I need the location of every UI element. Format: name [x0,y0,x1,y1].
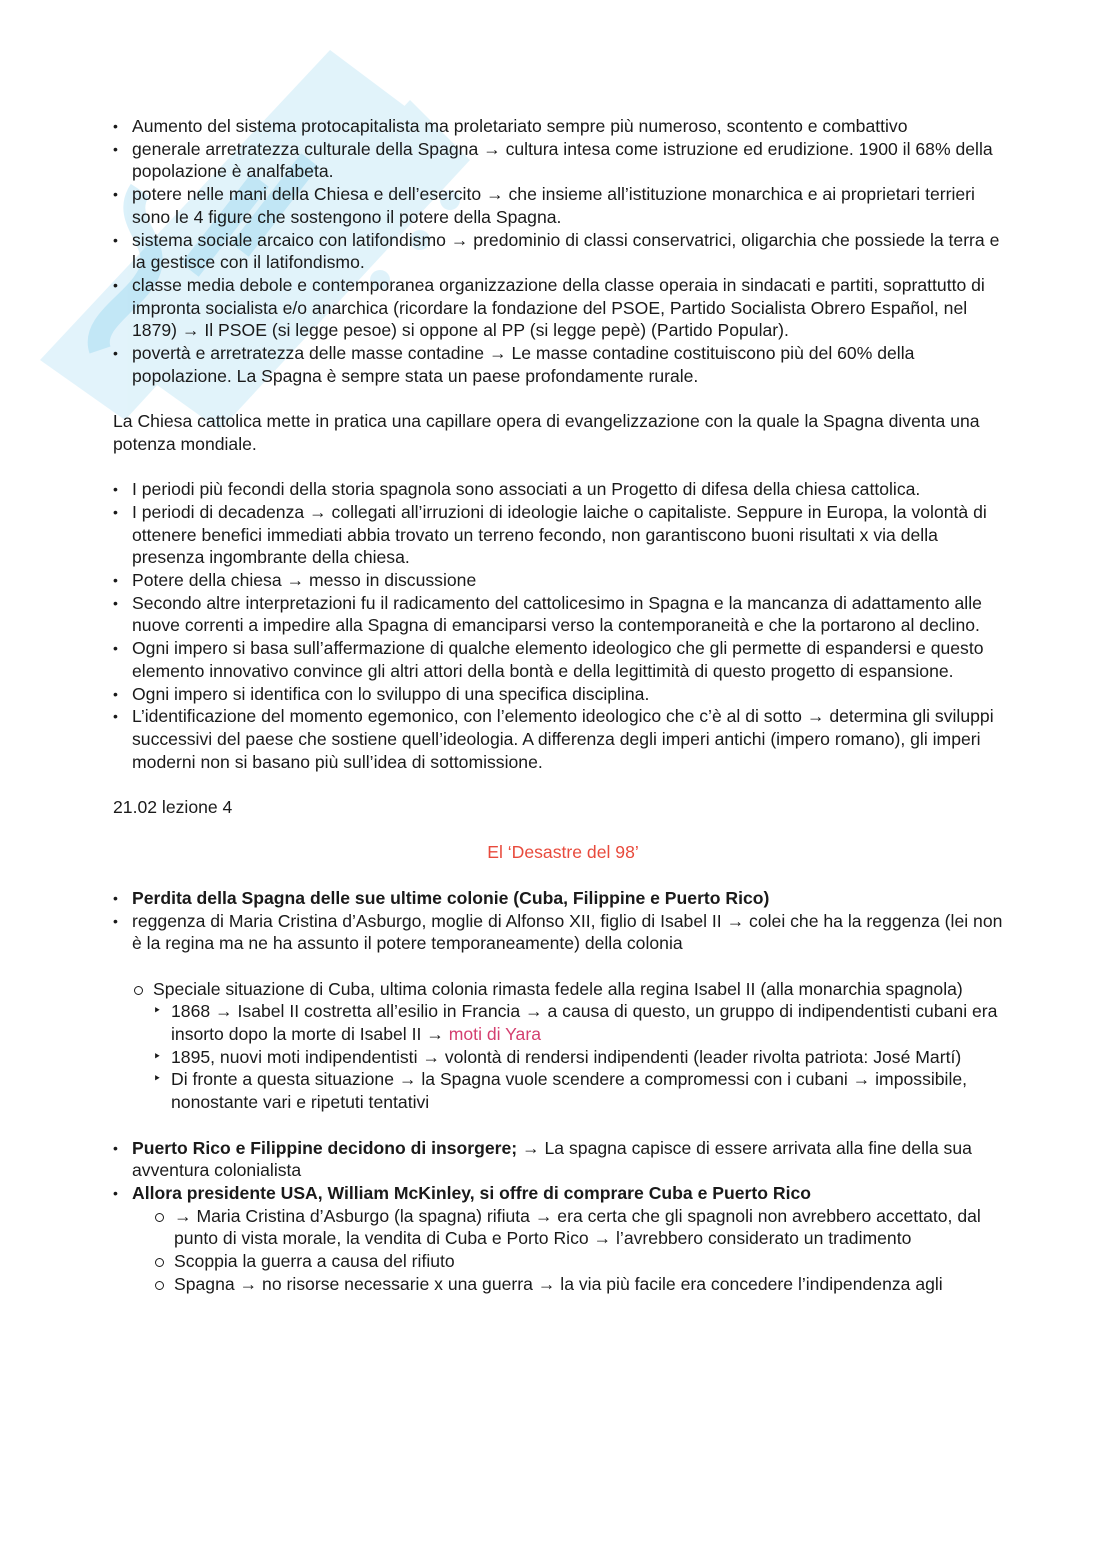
list-item: • Potere della chiesa → messo in discussione [113,569,1013,592]
list-item [132,978,1013,1114]
list-item: • I periodi più fecondi della storia spagnola sono associati a un Progetto di difesa della chiesa cattolica. [113,478,1013,501]
list-item [113,887,1013,910]
list-item [113,910,1013,1114]
list-item-text: → La spagna capisce di essere arrivata alla fine della sua avventura colonialista [132,1137,972,1181]
list-item: Scoppia la guerra a causa del rifiuto [153,1250,1013,1273]
sub-list-cuba [113,978,1013,1114]
list-item-text: Speciale situazione di Cuba, ultima colonia rimasta fedele alla regina Isabel II (alla monarchia spagnola) [153,978,963,999]
list-item: • Ogni impero si basa sull’affermazione di qualche elemento ideologico che gli permette di espandersi e questo elemento innovativo convince gli altri attori della bontà e della legittimità di questo progetto di espansione. [113,637,1013,682]
list-item-text: reggenza di Maria Cristina d’Asburgo, moglie di Alfonso XII, figlio di Isabel II → colei che ha la reggenza (lei non è la regina ma ne ha assunto il potere temporaneamente) della colonia [132,910,1003,954]
list-item [113,1137,1013,1182]
section-title: El ‘Desastre del 98’ [487,842,639,863]
bullet-list-spain-conditions [113,115,1013,387]
list-item: • sistema sociale arcaico con latifondismo → predominio di classi conservatrici, oligarchia che possiede la terra e la gestisce con il latifondismo. [113,229,1013,274]
list-item: • classe media debole e contemporanea organizzazione della classe operaia in sindacati e partiti, soprattutto di impronta socialista e/o anarchica (ricordare la fondazione del PSOE, Partido Socialista Obrero Español, nel 1879) → Il PSOE (si legge pesoe) si oppone al PP (si legge pepè) (Partido Popular). [113,274,1013,342]
sub-list-war [113,1205,1013,1296]
list-item [113,1182,1013,1296]
bullet-list-war [113,1137,1013,1296]
list-item: Spagna → no risorse necessarie x una guerra → la via più facile era concedere l’indipendenza agli [153,1273,1013,1296]
document-page [113,115,1013,1295]
highlighted-term: moti di Yara [448,1024,541,1045]
bold-text: Puerto Rico e Filippine decidono di insorgere; [132,1137,518,1158]
list-item-text: 1868 → Isabel II costretta all’esilio in Francia → a causa di questo, un gruppo di indipendentisti cubani era insorto dopo la morte di Isabel II → [171,1001,998,1045]
bold-text: Perdita della Spagna delle sue ultime colonie (Cuba, Filippine e Puerto Rico) [132,887,770,908]
list-item: • Secondo altre interpretazioni fu il radicamento del cattolicesimo in Spagna e la mancanza di adattamento alle nuove correnti a impedire alla Spagna di emanciparsi verso la contemporaneità e che la portarono al declino. [113,592,1013,637]
list-item: → Maria Cristina d’Asburgo (la spagna) rifiuta → era certa che gli spagnoli non avrebbero accettato, dal punto di vista morale, la vendita di Cuba e Porto Rico → l’avrebbero considerato un tradimento [153,1205,1013,1250]
bullet-list-desastre [113,887,1013,1114]
list-item: • povertà e arretratezza delle masse contadine → Le masse contadine costituiscono più del 60% della popolazione. La Spagna è sempre stata un paese profondamente rurale. [113,342,1013,387]
list-item: • Aumento del sistema protocapitalista ma proletariato sempre più numeroso, scontento e combattivo [113,115,1013,138]
bold-text: Allora presidente USA, William McKinley, si offre di comprare Cuba e Puerto Rico [132,1182,811,1203]
lesson-date: 21.02 lezione 4 [113,797,233,818]
list-item: • I periodi di decadenza → collegati all’irruzioni di ideologie laiche o capitaliste. Seppure in Europa, la volontà di ottenere benefici immediati abbia trovato un terreno fecondo, non garantiscono buoni risultati x via della presenza ingombrante della chiesa. [113,501,1013,569]
list-item: • Ogni impero si identifica con lo sviluppo di una specifica disciplina. [113,683,1013,706]
paragraph-church: La Chiesa cattolica mette in pratica una capillare opera di evangelizzazione con la quale la Spagna diventa una potenza mondiale. [113,411,980,454]
list-item: • generale arretratezza culturale della Spagna → cultura intesa come istruzione ed erudizione. 1900 il 68% della popolazione è analfabeta. [113,138,1013,183]
list-item [151,1000,1013,1045]
list-item: ‣ 1895, nuovi moti indipendentisti → volontà di rendersi indipendenti (leader rivolta patriota: José Martí) [151,1046,1013,1069]
list-item: ‣ Di fronte a questa situazione → la Spagna vuole scendere a compromessi con i cubani → impossibile, nonostante vari e ripetuti tentativi [151,1068,1013,1113]
bullet-list-empire [113,478,1013,773]
list-item: • potere nelle mani della Chiesa e dell’esercito → che insieme all’istituzione monarchica e ai proprietari terrieri sono le 4 figure che sostengono il potere della Spagna. [113,183,1013,228]
list-item: • L’identificazione del momento egemonico, con l’elemento ideologico che c’è al di sotto → determina gli sviluppi successivi del paese che sostiene quell’ideologia. A differenza degli imperi antichi (impero romano), gli imperi moderni non si basano più sull’idea di sottomissione. [113,705,1013,773]
sub-sub-list [132,1000,1013,1114]
